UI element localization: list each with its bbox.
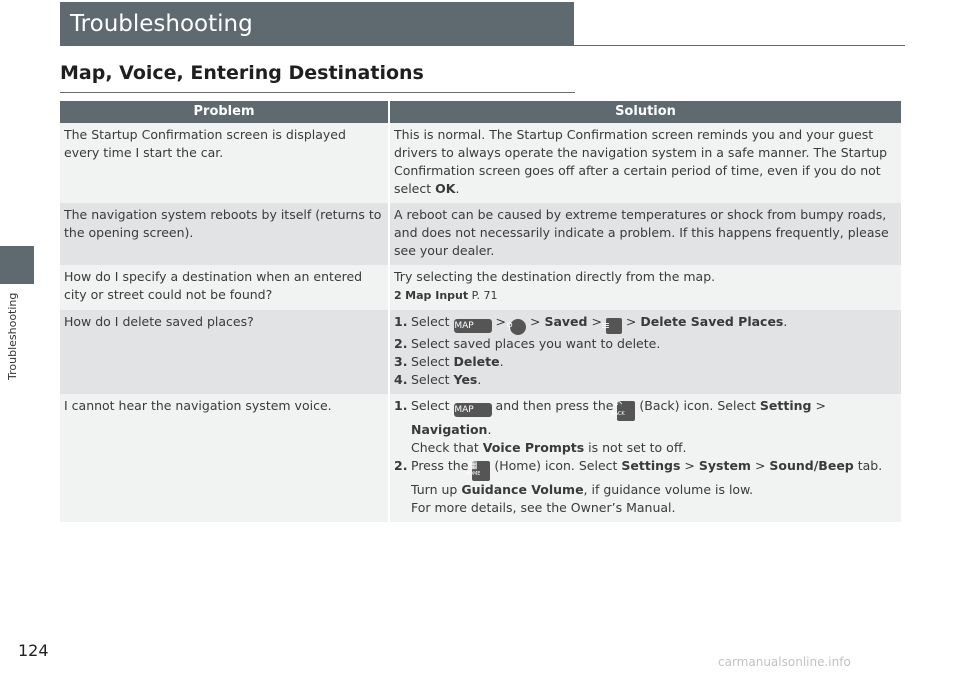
step-1	[394, 313, 897, 335]
yes-label: Yes	[453, 372, 478, 387]
step-text: Select	[411, 398, 450, 413]
title-rule	[574, 45, 905, 46]
step-end: .	[783, 314, 788, 329]
step-number: 1.	[394, 314, 408, 329]
separator: >	[495, 314, 507, 329]
reference-arrow-icon: 2	[394, 289, 402, 302]
step-text: (Home) icon. Select	[494, 458, 622, 473]
step-text: For more details, see the Owner’s Manual.	[411, 500, 676, 515]
separator: >	[625, 314, 637, 329]
side-chapter-label: Troubleshooting	[6, 292, 19, 380]
step-number: 3.	[394, 354, 408, 369]
guidance-volume-label: Guidance Volume	[461, 482, 584, 497]
step-text: , if guidance volume is low.	[583, 482, 754, 497]
step-1: 1. Select MAP and then press the ↶ BACK (Back) icon. Select Setting > Navigation. Check that Voice Prompts is not set to off.	[394, 398, 826, 455]
watermark: carmanualsonline.info	[718, 655, 851, 669]
table-row	[60, 265, 901, 310]
step-text: Select	[411, 372, 454, 387]
solution-cell: A reboot can be caused by extreme temperatures or shock from bumpy roads, and does not necessarily indicate a problem. If this happens frequently, please see your dealer.	[389, 203, 901, 265]
reference-page: P. 71	[468, 289, 498, 302]
solution-cell	[389, 123, 901, 203]
solution-cell	[389, 394, 901, 522]
map-input-reference[interactable]	[394, 289, 498, 302]
separator: >	[815, 398, 826, 413]
problem-cell: How do I delete saved places?	[60, 310, 389, 394]
system-label: System	[698, 458, 751, 473]
step-number: 2.	[394, 458, 408, 473]
table-row	[60, 123, 901, 203]
problem-cell: I cannot hear the navigation system voice.	[60, 394, 389, 522]
step-text: tab.	[853, 458, 883, 473]
step-text: Turn up	[411, 482, 462, 497]
voice-prompts-label: Voice Prompts	[482, 440, 585, 455]
search-icon: ⚲	[510, 319, 526, 335]
saved-label: Saved	[544, 314, 588, 329]
step-text: Select	[411, 314, 450, 329]
step-text: (Back) icon. Select	[639, 398, 760, 413]
step-number: 2.	[394, 336, 408, 351]
step-text: Select	[411, 354, 454, 369]
solution-end: .	[455, 181, 460, 196]
separator: >	[754, 458, 766, 473]
separator: >	[684, 458, 695, 473]
problem-cell: How do I specify a destination when an entered city or street could not be found?	[60, 265, 389, 310]
map-button-icon: MAP	[454, 403, 492, 417]
table-row	[60, 203, 901, 265]
setting-label: Setting	[759, 398, 812, 413]
table-row	[60, 310, 901, 394]
step-text: Check that	[411, 440, 483, 455]
delete-saved-places-label: Delete Saved Places	[640, 314, 784, 329]
step-2	[394, 335, 897, 353]
step-end: .	[499, 354, 504, 369]
section-title: Map, Voice, Entering Destinations	[60, 62, 424, 84]
table-row	[60, 394, 901, 522]
step-text: is not set to off.	[584, 440, 687, 455]
step-text: Select saved places you want to delete.	[411, 336, 661, 351]
delete-label: Delete	[453, 354, 500, 369]
troubleshooting-table	[60, 101, 901, 522]
sound-beep-label: Sound/Beep	[769, 458, 854, 473]
step-text: and then press the	[495, 398, 614, 413]
step-text: Press the	[411, 458, 469, 473]
reference-title: Map Input	[405, 289, 469, 302]
header-problem: Problem	[60, 101, 389, 123]
step-number: 4.	[394, 372, 408, 387]
solution-text: Try selecting the destination directly from the map.	[394, 269, 716, 284]
menu-icon: ≡	[606, 318, 622, 334]
separator: >	[529, 314, 541, 329]
step-4	[394, 371, 897, 389]
table-header-row	[60, 101, 901, 123]
map-button-icon: MAP	[454, 319, 492, 333]
section-rule	[60, 92, 575, 93]
step-number: 1.	[394, 398, 408, 413]
solution-text: This is normal. The Startup Confirmation screen reminds you and your guest drivers to always operate the navigation system in a safe manner. The Startup Confirmation screen goes off after a certain period of time, even if you do not select	[394, 127, 888, 196]
page-number: 124	[18, 641, 49, 660]
settings-label: Settings	[621, 458, 681, 473]
solution-cell	[389, 310, 901, 394]
home-icon: ▦ HOME	[472, 461, 490, 481]
header-solution: Solution	[389, 101, 901, 123]
solution-cell	[389, 265, 901, 310]
problem-cell: The navigation system reboots by itself (returns to the opening screen).	[60, 203, 389, 265]
navigation-label: Navigation	[411, 422, 488, 437]
page-title: Troubleshooting	[60, 2, 574, 46]
side-tab-marker	[0, 246, 34, 284]
step-end: .	[477, 372, 482, 387]
ok-label: OK	[435, 181, 456, 196]
step-3	[394, 353, 897, 371]
problem-cell: The Startup Confirmation screen is displayed every time I start the car.	[60, 123, 389, 203]
back-icon: ↶ BACK	[617, 401, 635, 421]
separator: >	[591, 314, 602, 329]
step-2	[394, 457, 897, 517]
